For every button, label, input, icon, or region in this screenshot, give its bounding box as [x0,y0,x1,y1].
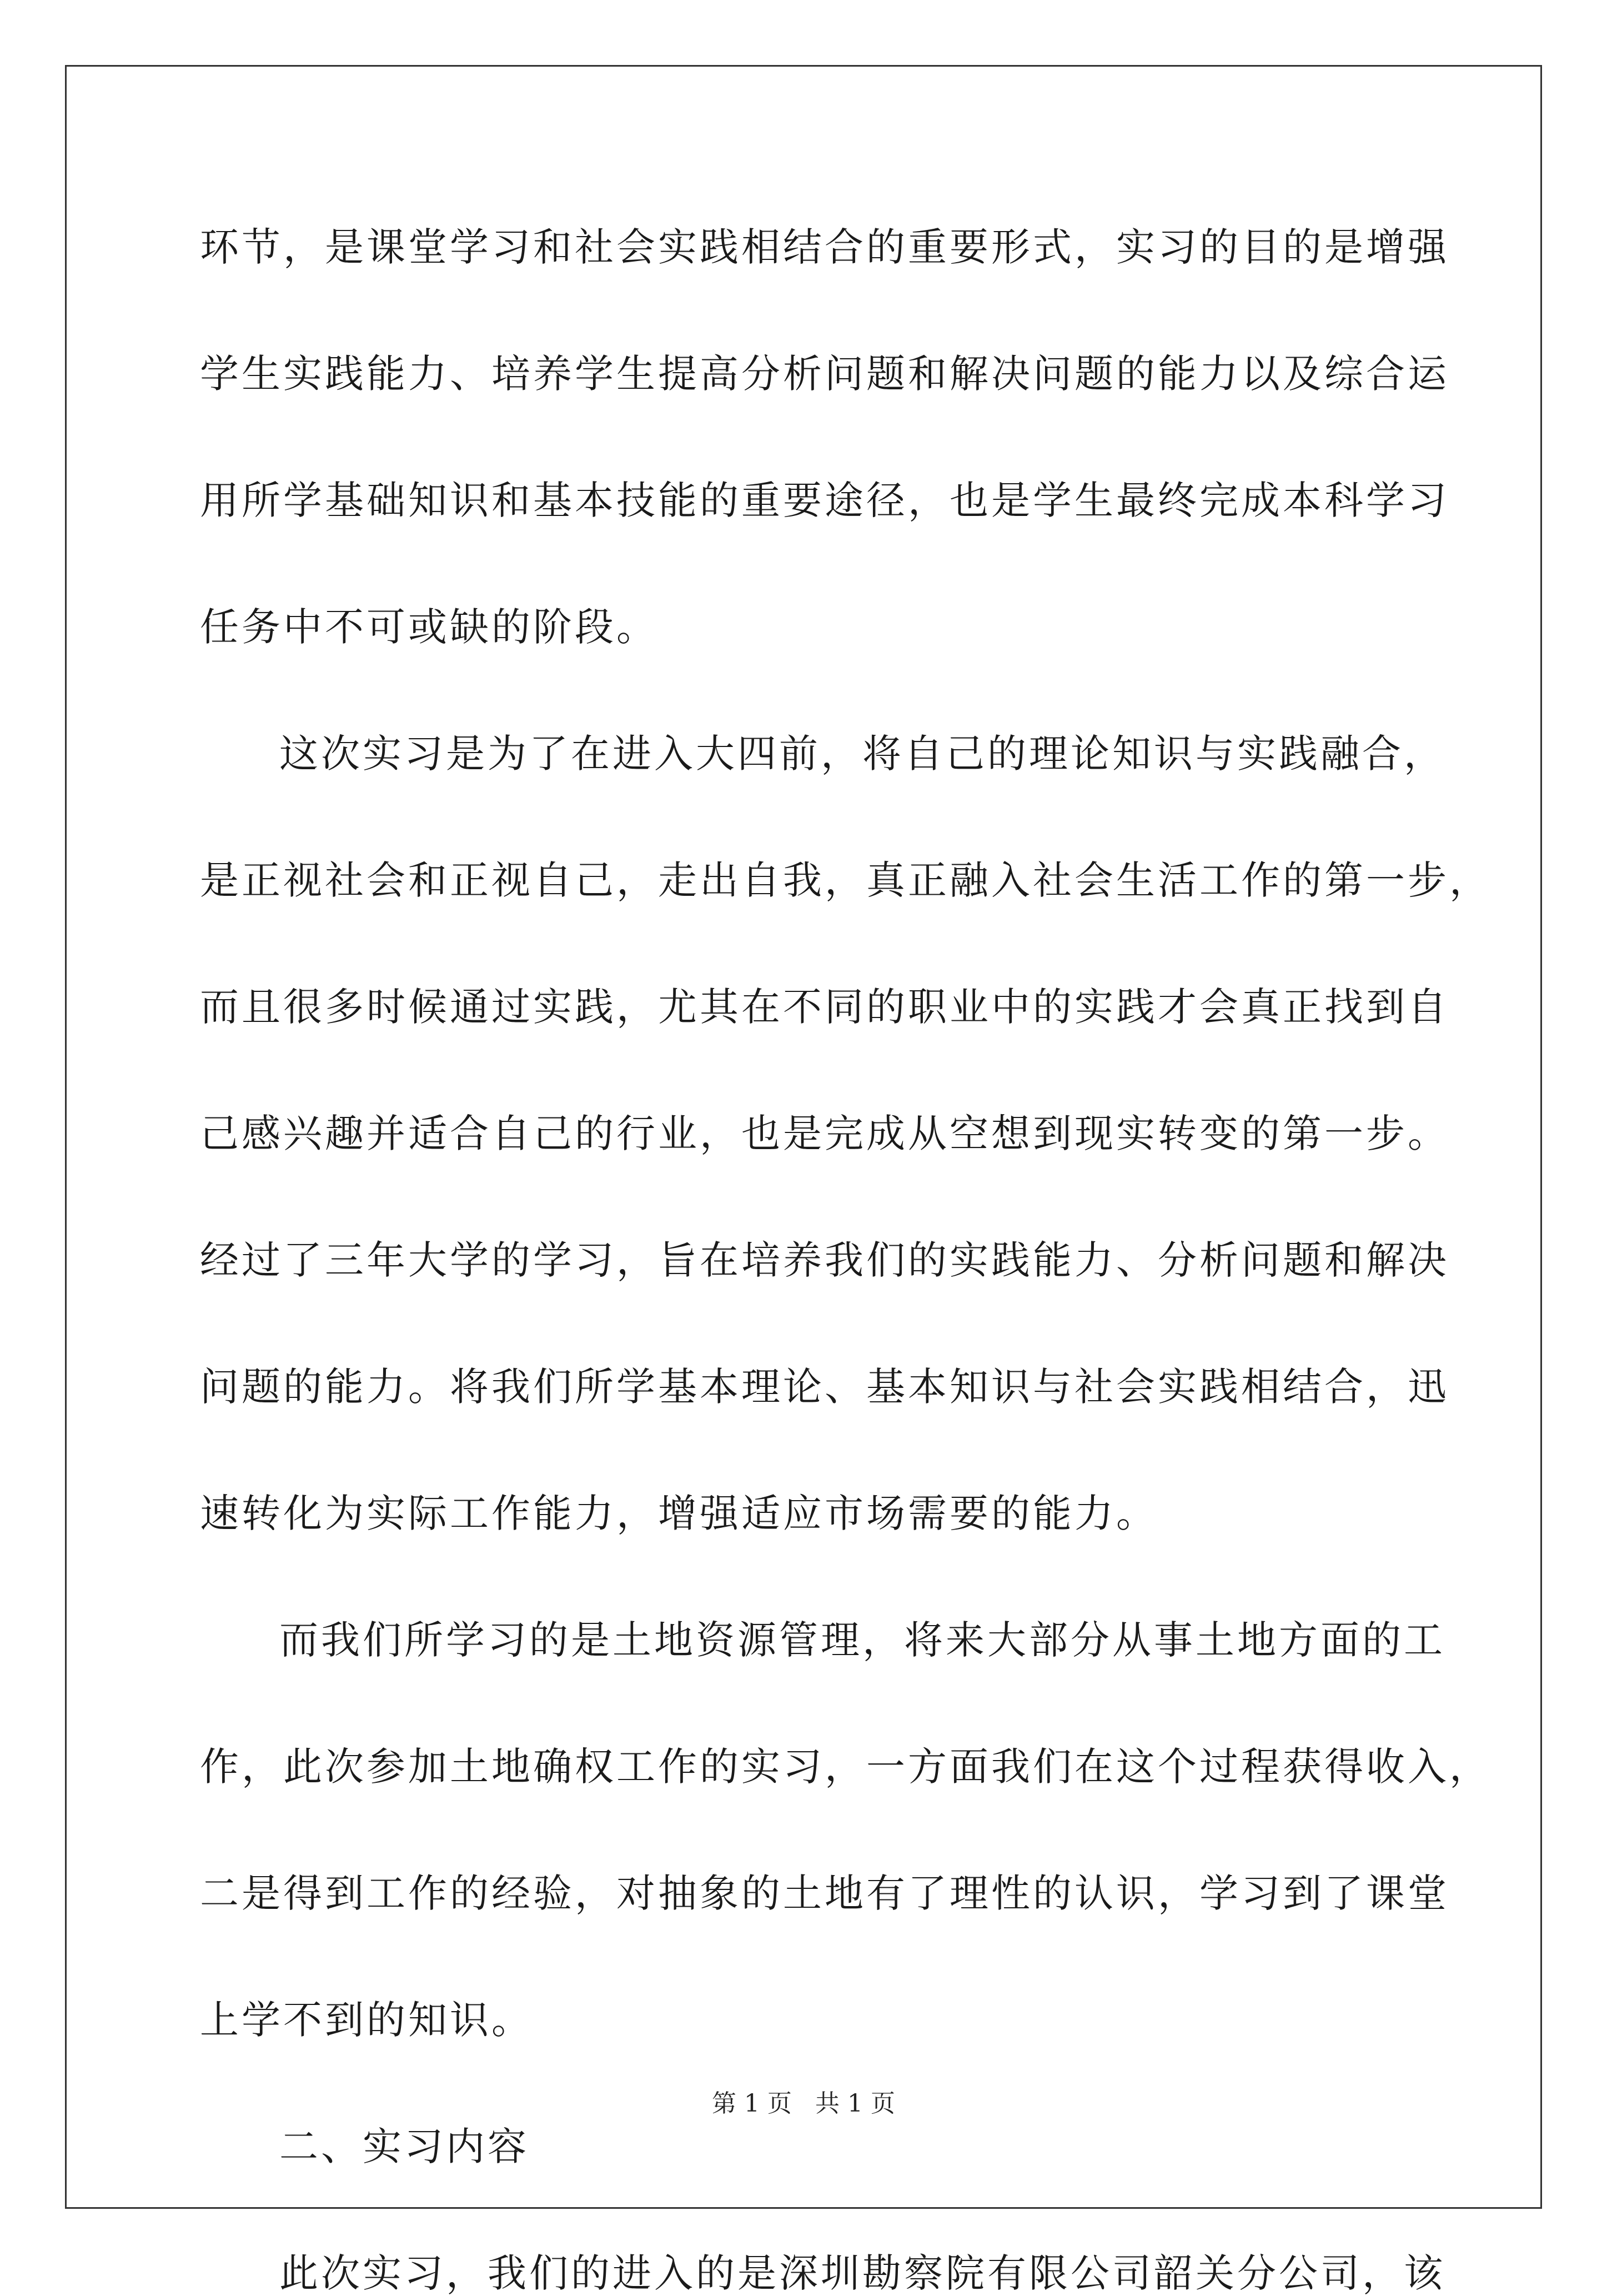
page-count: 共 1 页 [815,2089,895,2118]
text-line: 任务中不可或缺的阶段。 [200,604,658,650]
page-footer [0,2088,1607,2119]
text-line: 经过了三年大学的学习，旨在培养我们的实践能力、分析问题和解决 [200,1237,1449,1283]
text-line: 而我们所学习的是土地资源管理，将来大部分从事土地方面的工 [279,1617,1445,1663]
text-line: 学生实践能力、培养学生提高分析问题和解决问题的能力以及综合运 [200,351,1449,397]
text-line: 而且很多时候通过实践，尤其在不同的职业中的实践才会真正找到自 [200,984,1449,1030]
section-heading: 二、实习内容 [279,2124,529,2169]
text-line: 这次实习是为了在进入大四前，将自己的理论知识与实践融合， [279,731,1445,776]
text-line: 上学不到的知识。 [200,1997,533,2043]
text-line: 用所学基础知识和基本技能的重要途径，也是学生最终完成本科学习 [200,478,1449,523]
text-line: 二是得到工作的经验，对抽象的土地有了理性的认识，学习到了课堂 [200,1871,1449,1916]
text-line: 问题的能力。将我们所学基本理论、基本知识与社会实践相结合，迅 [200,1364,1449,1410]
text-line: 是正视社会和正视自己，走出自我，真正融入社会生活工作的第一步， [200,858,1491,903]
text-line: 此次实习，我们的进入的是深圳勘察院有限公司韶关分公司，该 [279,2250,1445,2296]
text-line: 己感兴趣并适合自己的行业，也是完成从空想到现实转变的第一步。 [200,1111,1449,1156]
text-line: 速转化为实际工作能力，增强适应市场需要的能力。 [200,1491,1158,1536]
page-number: 第 1 页 [712,2089,792,2118]
text-line: 环节，是课堂学习和社会实践相结合的重要形式，实习的目的是增强 [200,224,1449,270]
text-line: 作，此次参加土地确权工作的实习，一方面我们在这个过程获得收入， [200,1744,1491,1789]
